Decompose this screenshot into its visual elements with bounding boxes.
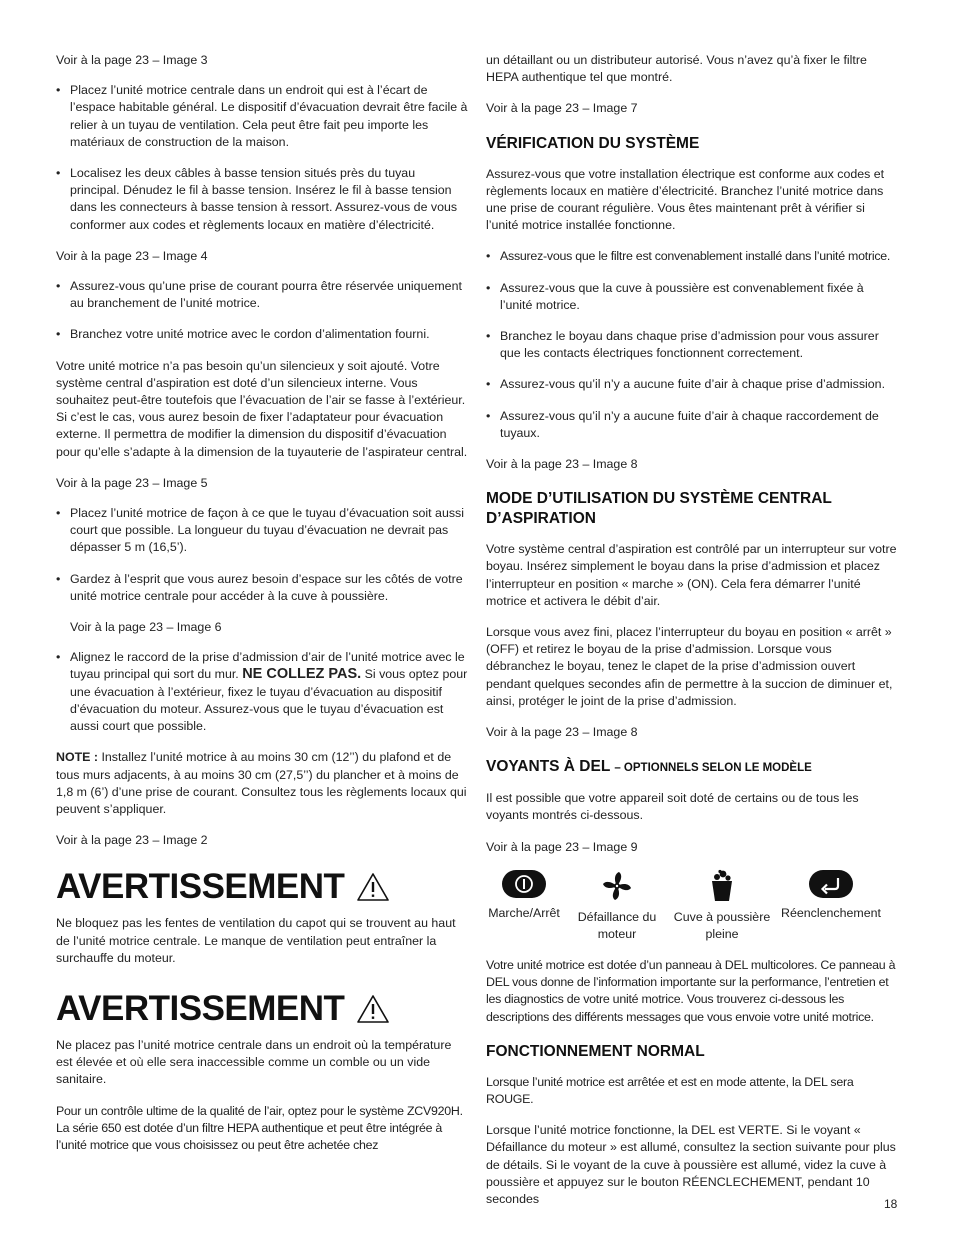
heading-subtitle: – OPTIONNELS SELON LE MODÈLE: [614, 762, 812, 775]
list-item: • Assurez-vous qu’il n’y a aucune fuite d’air à chaque raccordement de tuyaux.: [486, 408, 898, 442]
image-reference: Voir à la page 23 – Image 7: [486, 101, 638, 116]
warning-text: Ne placez pas l’unité motrice centrale dans un endroit où la température est élevée et où elle sera inaccessible comme un comble ou un vide sanitaire.: [56, 1037, 452, 1087]
paragraph: Assurez-vous que votre installation électrique est conforme aux codes et règlements locaux en matière d’électricité. Branchez l’unité motrice dans une prise de courant régulière. Vous êtes maintenant prêt à vérifier si l’unité motrice installée fonctionne.: [486, 166, 885, 233]
paragraph: Votre unité motrice n’a pas besoin qu’un silencieux y soit ajouté. Votre système central d’aspiration est doté d’un silencieux interne. Vous souhaitez peut-être toutefois que l’évacuation de l’air se fasse à l’extérieur. Si c’est le cas, vous aurez besoin de fixer l’adaptateur pour évacuation externe. Il permettra de modifier la dimension du dispositif d’évacuation pour qu’elle s’adapte à la dimension de la tuyauterie de l’aspirateur central.: [56, 358, 468, 459]
section-heading: FONCTIONNEMENT NORMAL: [486, 1042, 705, 1060]
section-heading: MODE D’UTILISATION DU SYSTÈME CENTRAL D’ASPIRATION: [486, 490, 832, 528]
list-item: • Assurez-vous que la cuve à poussière est convenablement fixée à l’unité motrice.: [486, 280, 898, 314]
warning-text: Ne bloquez pas les fentes de ventilation du capot qui se trouvent au haut de l’unité motrice centrale. Le manque de ventilation peut entraîner la surchauffe du moteur.: [56, 916, 456, 965]
warning-emphasis: NE COLLEZ PAS.: [242, 666, 362, 683]
image-reference: Voir à la page 23 – Image 3: [56, 53, 208, 67]
led-label: Marche/Arrêt: [488, 905, 560, 920]
led-label: Cuve à poussière pleine: [673, 909, 771, 941]
note-label: NOTE :: [56, 750, 98, 765]
fan-icon: [600, 869, 634, 903]
led-motor-fault: [562, 869, 672, 943]
paragraph: Pour un contrôle ultime de la qualité de l’air, optez pour le système ZCV920H. La série 650 est dotée d’un filtre HEPA authentique et peut être intégrée à l’unité motrice que vous choisissez ou peut être achetée chez: [56, 1103, 463, 1152]
dust-bin-icon: [707, 869, 737, 903]
list-item: • Placez l’unité motrice de façon à ce que le tuyau d’évacuation soit aussi court que possible. La longueur du tuyau d’évacuation ne devrait pas dépasser 5 m (16,5’).: [56, 505, 468, 557]
paragraph: Lorsque l’unité motrice est arrêtée et est en mode attente, la DEL sera ROUGE.: [486, 1074, 854, 1106]
list-item: • Localisez les deux câbles à basse tension situés près du tuyau principal. Dénudez le fil à basse tension. Insérez le fil à basse tension dans les connecteurs à basse tension à ressort. Assurez-vous de vous conformer aux codes et règlements locaux en matière d’électricité.: [56, 165, 468, 234]
image-reference: Voir à la page 23 – Image 8: [486, 725, 638, 740]
led-label: Défaillance du moteur: [577, 909, 657, 941]
section-heading: VÉRIFICATION DU SYSTÈME: [486, 134, 700, 152]
warning-triangle-icon: [356, 994, 390, 1024]
left-column: [56, 52, 468, 1168]
paragraph: Lorsque l’unité motrice fonctionne, la DEL est VERTE. Si le voyant « Défaillance du moteur » est allumé, consultez la section suivante pour plus de détails. Si le voyant de la cuve à poussière est allumé, videz la cuve à poussière et appuyez sur le bouton RÉENCLECHEMENT, pendant 10 secondes: [486, 1123, 896, 1206]
note-text: Installez l’unité motrice à au moins 30 cm (12’’) du plafond et de tous murs adjacents, à au moins 30 cm (27,5’’) du plancher et à moins de 1,8 m (6’) d’une prise de courant. Consultez tous les règlements locaux qui peuvent s’appliquer.: [56, 750, 467, 816]
led-label: Réenclenchement: [781, 905, 881, 920]
paragraph: Lorsque vous avez fini, placez l’interrupteur du boyau en position « arrêt » (OFF) et retirez le boyau de la prise d’admission. Lorsque vous débranchez le boyau, tenez le clapet de la prise d’admission ouvert pendant quelques secondes afin de permettre à la succion de diminuer et, ainsi, protéger le joint de la prise d’admission.: [486, 625, 893, 708]
warning-title: AVERTISSEMENT: [56, 988, 345, 1028]
led-bin-full: [672, 869, 772, 943]
reset-icon: [808, 869, 854, 899]
note-paragraph: [56, 749, 468, 818]
list-item: • Branchez le boyau dans chaque prise d’admission pour vous assurer que les contacts électriques fonctionnent correctement.: [486, 328, 898, 362]
image-reference: Voir à la page 23 – Image 2: [56, 833, 208, 848]
paragraph: Votre unité motrice est dotée d’un panneau à DEL multicolores. Ce panneau à DEL vous donne de l’information importante sur la performance, l’entretien et les diagnostics de votre unité motrice. Vous trouverez ci-dessous les descriptions des différents messages que vous envoie votre unité motrice.: [486, 957, 896, 1024]
led-indicator-row: [486, 869, 898, 943]
paragraph: Il est possible que votre appareil soit doté de certains ou de tous les voyants montrés ci-dessous.: [486, 791, 859, 823]
bullet-list: [56, 649, 468, 735]
list-item: • Placez l’unité motrice centrale dans un endroit qui est à l’écart de l’espace habitable général. Le dispositif d’évacuation devrait être facile à relier à un tuyau de ventilation. Cela peut être fait peu importe les matériaux de construction de la maison.: [56, 82, 468, 151]
list-item: • Branchez votre unité motrice avec le cordon d’alimentation fourni.: [56, 326, 468, 343]
image-reference: Voir à la page 23 – Image 5: [56, 475, 208, 490]
image-reference: Voir à la page 23 – Image 4: [56, 248, 208, 263]
list-item: • Assurez-vous qu’une prise de courant pourra être réservée uniquement au branchement de l’unité motrice.: [56, 278, 468, 312]
list-item: • Gardez à l’esprit que vous aurez besoin d’espace sur les côtés de votre unité motrice centrale pour accéder à la cuve à poussière.: [56, 571, 468, 605]
list-item-text: Si vous optez pour une évacuation à l’extérieur, fixez le tuyau d’évacuation au dispositif d’évacuation du moteur. Assurez-vous que le tuyau d’évacuation est aussi court que possible.: [70, 667, 468, 734]
paragraph: Votre système central d’aspiration est contrôlé par un interrupteur sur votre boyau. Insérez simplement le boyau dans la prise d’admission et placez l’interrupteur en position « marche » (ON). Cela fera démarrer l’unité motrice et activera le débit d’air.: [486, 542, 897, 608]
heading-main: VOYANTS À DEL: [486, 758, 611, 776]
led-power: [486, 869, 562, 943]
power-icon: [501, 869, 547, 899]
image-reference: Voir à la page 23 – Image 8: [486, 457, 638, 472]
bullet-list: [56, 505, 468, 605]
bullet-list: [56, 278, 468, 344]
warning-heading: [56, 867, 468, 907]
warning-title: AVERTISSEMENT: [56, 867, 345, 907]
list-item: [56, 649, 468, 735]
section-heading: [486, 757, 898, 778]
image-reference: Voir à la page 23 – Image 9: [486, 839, 638, 854]
list-item-text: Alignez le raccord de la prise d’admission d’air de l’unité motrice avec le tuyau principal qui sort du mur.: [70, 650, 465, 682]
list-item: • Assurez-vous qu’il n’y a aucune fuite d’air à chaque prise d’admission.: [486, 376, 898, 393]
warning-heading: [56, 989, 468, 1029]
list-item: • Assurez-vous que le filtre est convenablement installé dans l’unité motrice.: [486, 248, 898, 265]
right-column: [486, 52, 898, 1222]
warning-triangle-icon: [356, 872, 390, 902]
bullet-list: [486, 248, 898, 442]
image-reference: Voir à la page 23 – Image 6: [70, 620, 222, 635]
bullet-list: [56, 82, 468, 234]
paragraph: un détaillant ou un distributeur autorisé. Vous n’avez qu’à fixer le filtre HEPA authentique tel que montré.: [486, 53, 867, 85]
led-reset: [772, 869, 890, 943]
page-number: 18: [884, 1197, 898, 1211]
